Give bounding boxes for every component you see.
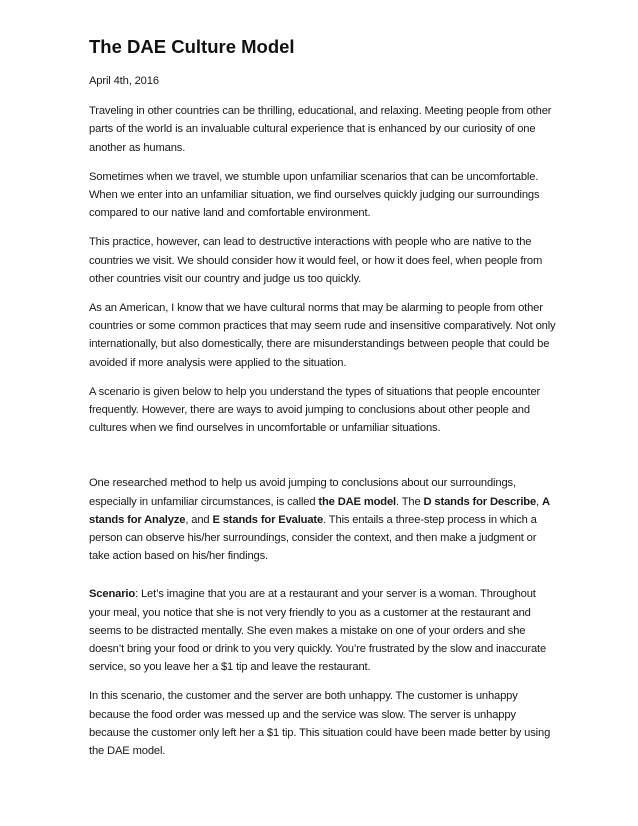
- paragraph-scenario: [89, 585, 559, 676]
- document-date: April 4th, 2016: [89, 75, 159, 87]
- dae-text-3: ,: [536, 495, 542, 508]
- paragraph-unfamiliar-scenarios: Sometimes when we travel, we stumble upon unfamiliar scenarios that can be uncomfortable. When we enter into an unfamiliar situation, we find ourselves quickly judging our surroundings compared to our native land and comfortable environment.: [89, 170, 540, 220]
- document-page: [89, 36, 559, 771]
- dae-text-2: . The: [396, 495, 424, 508]
- paragraph-scenario-intro: A scenario is given below to help you understand the types of situations that people encounter frequently. However, there are ways to avoid jumping to conclusions about other people and cultures when we find ourselves in uncomfortable or unfamiliar situations.: [89, 385, 541, 435]
- dae-evaluate-term: E stands for Evaluate: [212, 513, 324, 526]
- dae-describe-term: D stands for Describe: [423, 495, 537, 508]
- dae-text-5: . This entails a three-step process in which a person can observe his/her surroundings, consider the context, and then make a judgment or take action based on his/her findings.: [89, 513, 537, 563]
- paragraph-destructive-interactions: This practice, however, can lead to destructive interactions with people who are native to the countries we visit. We should consider how it would feel, or how it does feel, when people from other countries visit our country and judge us too quickly.: [89, 236, 543, 285]
- paragraph-intro: Traveling in other countries can be thrilling, educational, and relaxing. Meeting people from other parts of the world is an invaluable cultural experience that is enhanced by our curiosity of one another as humans.: [89, 105, 552, 154]
- paragraph-scenario-outcome: In this scenario, the customer and the server are both unhappy. The customer is unhappy because the food order was messed up and the service was slow. The server is unhappy because the customer only left her a $1 tip. This situation could have been made better by using the DAE model.: [89, 690, 551, 758]
- paragraph-dae-method: [89, 474, 559, 565]
- scenario-text: : Let’s imagine that you are at a restaurant and your server is a woman. Throughout your meal, you notice that she is not very friendly to you as a customer at the restaurant and seems to be distracted mentally. She even makes a mistake on one of your orders and she doesn’t bring your food or drink to you very quickly. You’re frustrated by the slow and inaccurate service, so you leave her a $1 tip and leave the restaurant.: [89, 588, 547, 674]
- dae-model-term: the DAE model: [318, 495, 397, 508]
- scenario-label: Scenario: [89, 588, 136, 601]
- dae-analyze-term: A stands for Analyze: [89, 495, 550, 526]
- dae-text-1: One researched method to help us avoid jumping to conclusions about our surroundings, especially in unfamiliar circumstances, is called: [89, 477, 516, 508]
- dae-text-4: , and: [185, 513, 213, 526]
- paragraph-american-norms: As an American, I know that we have cultural norms that may be alarming to people from other countries or some common practices that may seem rude and insensitive comparatively. Not only internationally, but also domestically, there are misunderstandings between people that could be avoided if more analysis were applied to the situation.: [89, 302, 556, 369]
- document-title: The DAE Culture Model: [89, 36, 295, 57]
